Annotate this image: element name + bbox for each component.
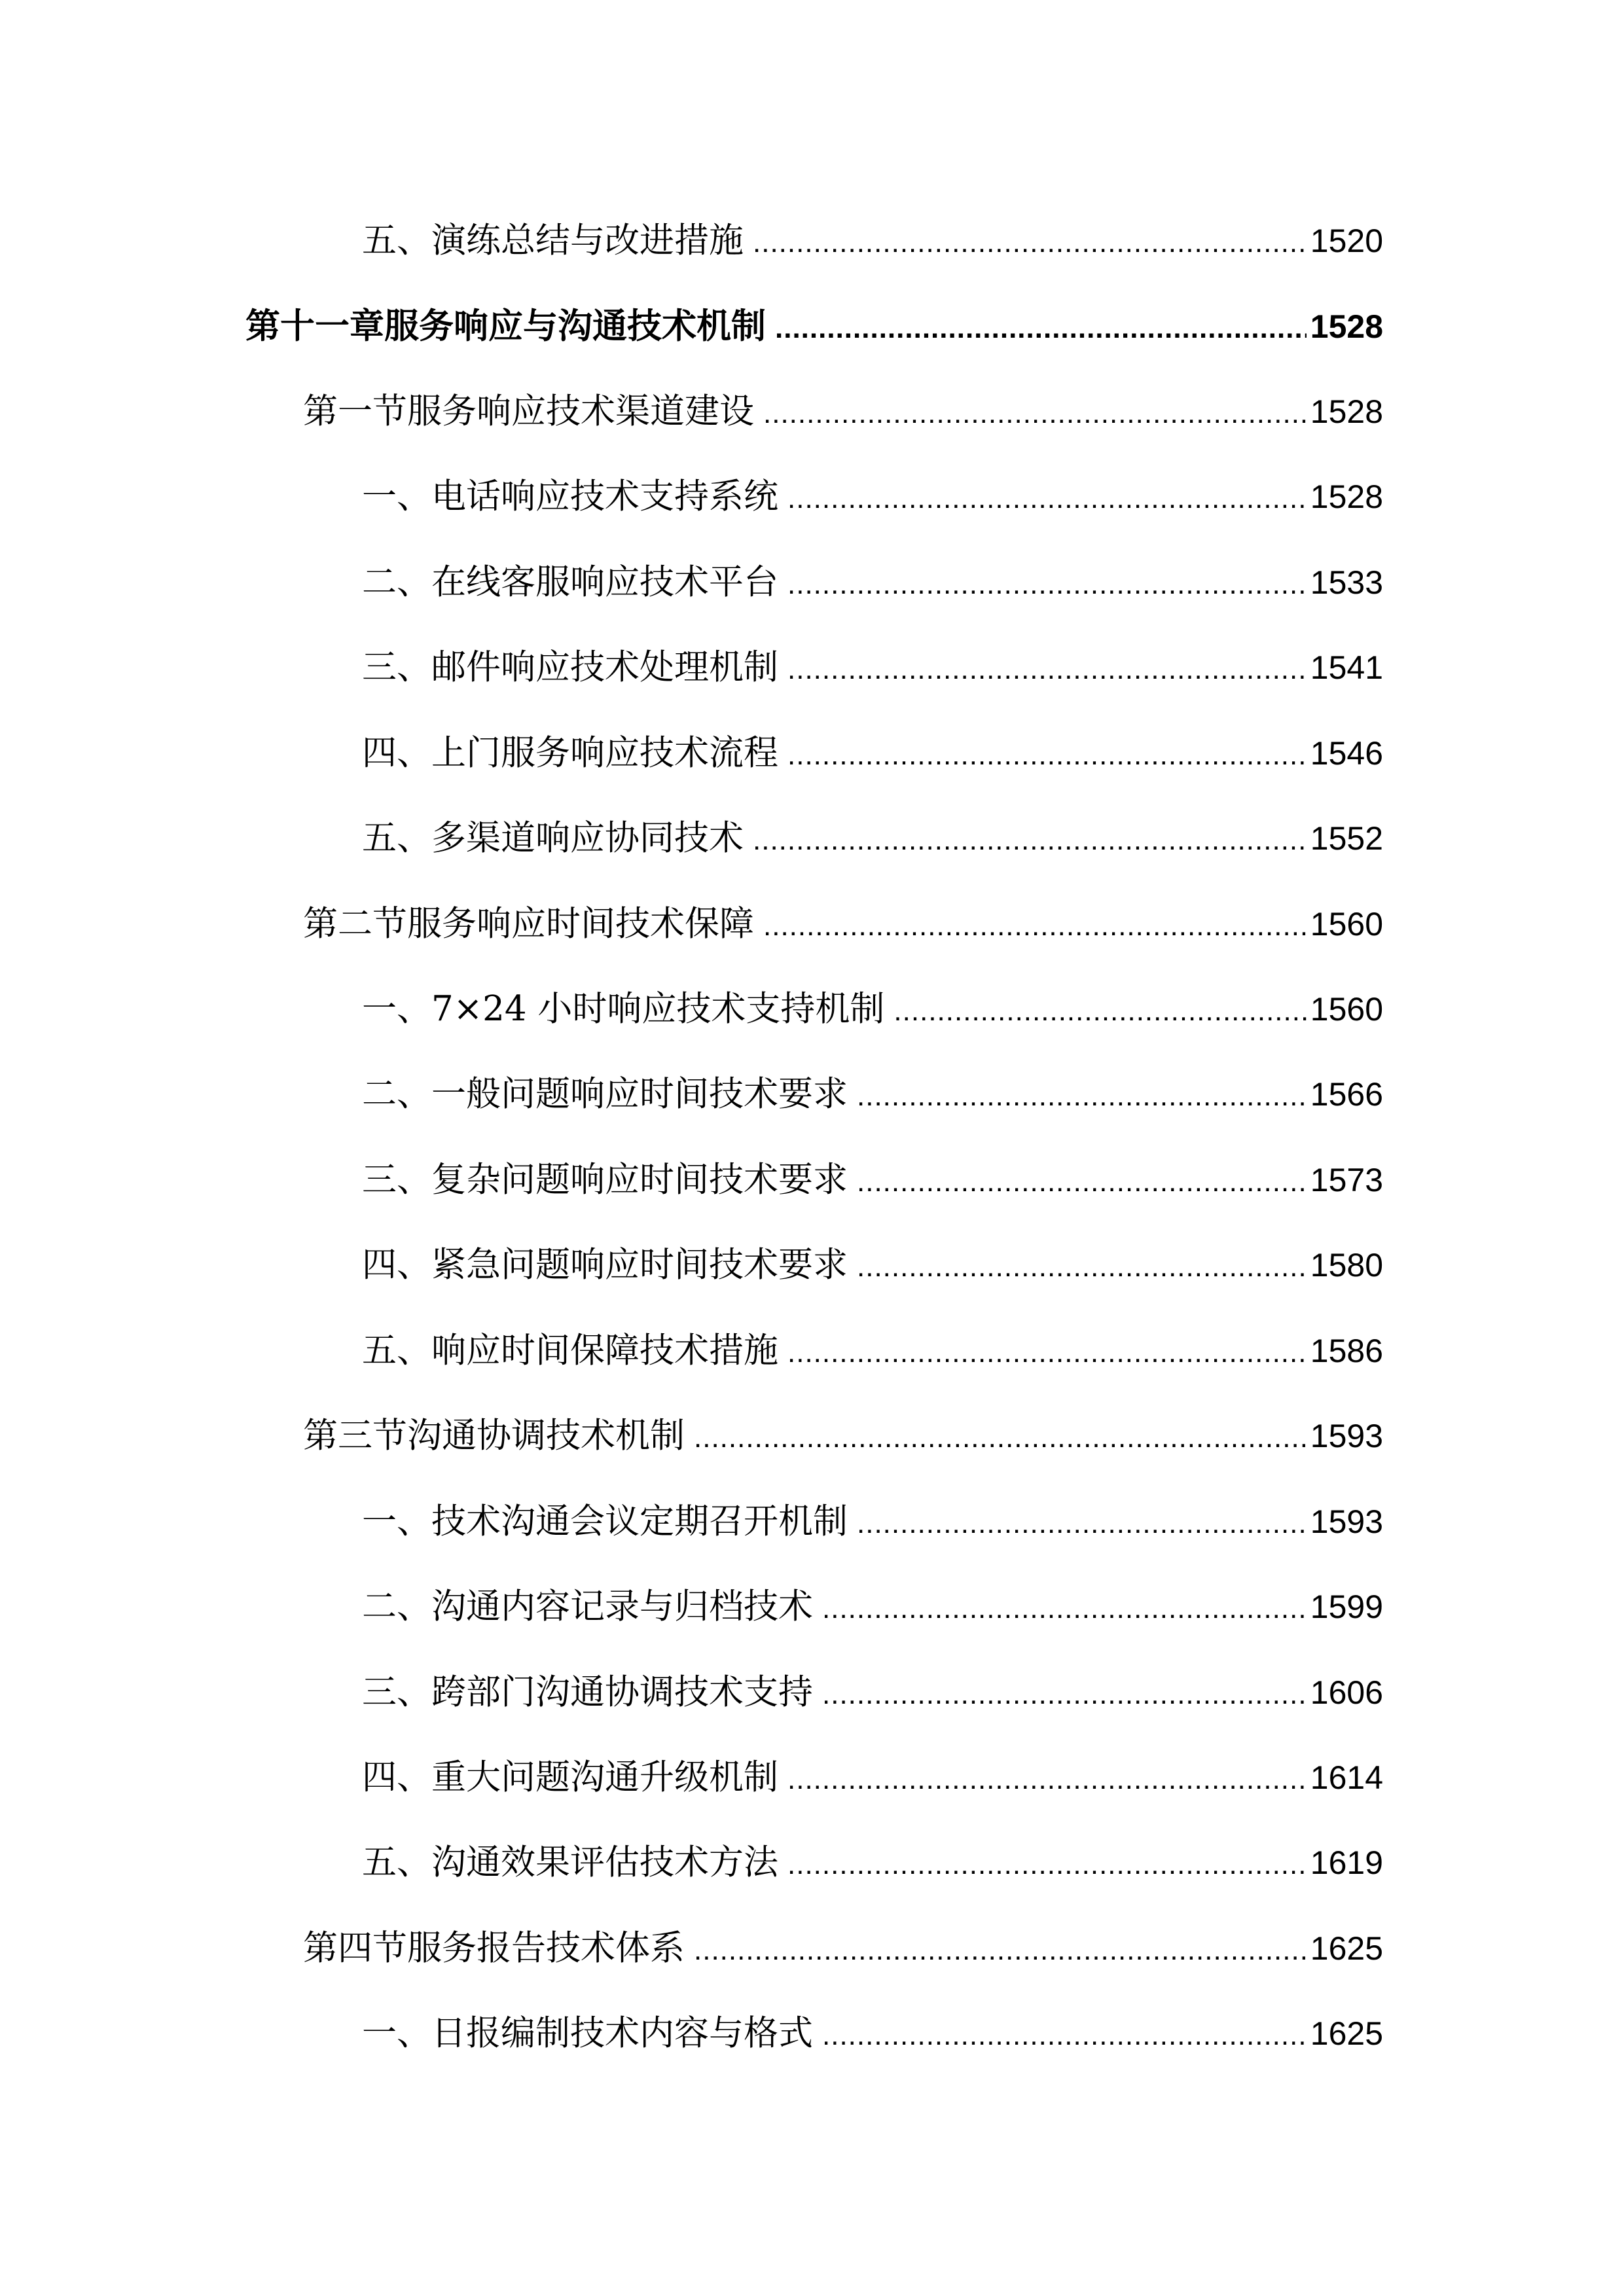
toc-entry[interactable] [362, 1742, 1383, 1814]
toc-entry-label: 四、上门服务响应技术流程 [362, 733, 778, 773]
toc-entry[interactable] [362, 205, 1383, 277]
toc-entry-label: 第三节沟通协调技术机制 [303, 1416, 685, 1456]
toc-entry-label: 二、一般问题响应时间技术要求 [362, 1074, 848, 1114]
toc-entry-label: 第四节服务报告技术体系 [303, 1928, 685, 1968]
toc-entry-label: 五、沟通效果评估技术方法 [362, 1842, 778, 1882]
toc-entry[interactable] [362, 1486, 1383, 1558]
toc-entry-label: 三、跨部门沟通协调技术支持 [362, 1672, 813, 1712]
dot-leader [787, 1829, 1307, 1901]
toc-entry[interactable] [362, 1827, 1383, 1899]
dot-leader [787, 1317, 1307, 1389]
toc-entry-page: 1625 [1310, 1930, 1383, 1967]
toc-entry-page: 1528 [1310, 308, 1383, 345]
dot-leader [857, 1488, 1307, 1560]
toc-entry[interactable] [362, 1315, 1383, 1387]
toc-entry[interactable] [362, 1144, 1383, 1216]
dot-leader [787, 634, 1307, 706]
dot-leader [787, 1744, 1307, 1816]
dot-leader [822, 1573, 1307, 1645]
toc-entry-page: 1619 [1310, 1844, 1383, 1881]
toc-entry-label: 五、演练总结与改进措施 [362, 221, 744, 260]
toc-entry-label: 二、在线客服响应技术平台 [362, 562, 778, 602]
toc-entry[interactable] [362, 973, 1383, 1045]
toc-entry[interactable] [362, 1058, 1383, 1130]
toc-entry-page: 1625 [1310, 2015, 1383, 2052]
dot-leader [775, 293, 1307, 365]
toc-entry-page: 1560 [1310, 991, 1383, 1028]
toc-entry-page: 1541 [1310, 649, 1383, 686]
toc-entry-label: 一、7×24 小时响应技术支持机制 [362, 989, 885, 1029]
toc-entry-section[interactable] [303, 376, 1383, 448]
toc-entry-page: 1560 [1310, 906, 1383, 942]
toc-entry-label: 五、多渠道响应协同技术 [362, 818, 744, 858]
toc-entry[interactable] [362, 802, 1383, 874]
toc-entry-page: 1580 [1310, 1247, 1383, 1283]
toc-entry[interactable] [362, 1657, 1383, 1729]
dot-leader [822, 2000, 1307, 2072]
dot-leader [787, 463, 1307, 535]
toc-entry-label: 一、日报编制技术内容与格式 [362, 2013, 813, 2053]
dot-leader [753, 207, 1307, 279]
toc-entry-page: 1533 [1310, 564, 1383, 601]
toc-entry[interactable] [362, 1998, 1383, 2070]
toc-entry-label: 一、电话响应技术支持系统 [362, 476, 778, 516]
dot-leader [694, 1402, 1307, 1474]
toc-entry-page: 1520 [1310, 223, 1383, 259]
toc-entry-label: 第一节服务响应技术渠道建设 [303, 391, 754, 431]
toc-entry-label: 一、技术沟通会议定期召开机制 [362, 1501, 848, 1541]
dot-leader [893, 975, 1306, 1047]
dot-leader [857, 1231, 1307, 1303]
toc-entry-page: 1573 [1310, 1162, 1383, 1198]
toc-entry[interactable] [362, 1571, 1383, 1643]
toc-entry-label: 三、邮件响应技术处理机制 [362, 647, 778, 687]
toc-entry-label: 第二节服务响应时间技术保障 [303, 904, 754, 944]
toc-entry-label: 二、沟通内容记录与归档技术 [362, 1587, 813, 1626]
dot-leader [857, 1146, 1307, 1218]
dot-leader [763, 890, 1307, 962]
dot-leader [787, 719, 1307, 791]
toc-entry-page: 1606 [1310, 1674, 1383, 1711]
toc-entry-label: 第十一章服务响应与沟通技术机制 [245, 306, 766, 346]
toc-entry-page: 1614 [1310, 1759, 1383, 1796]
toc-entry-section[interactable] [303, 888, 1383, 960]
toc-entry-page: 1528 [1310, 478, 1383, 515]
dot-leader [857, 1060, 1307, 1132]
toc-entry-section[interactable] [303, 1912, 1383, 1984]
toc-entry-section[interactable] [303, 1400, 1383, 1472]
toc-entry[interactable] [362, 461, 1383, 533]
toc-entry-label: 五、响应时间保障技术措施 [362, 1331, 778, 1371]
dot-leader [787, 548, 1307, 620]
toc-entry-chapter[interactable] [245, 290, 1383, 362]
dot-leader [822, 1659, 1307, 1731]
toc-entry-page: 1552 [1310, 820, 1383, 857]
dot-leader [694, 1914, 1307, 1986]
toc-entry-page: 1546 [1310, 735, 1383, 772]
toc-entry-label: 三、复杂问题响应时间技术要求 [362, 1160, 848, 1200]
toc-entry-page: 1599 [1310, 1588, 1383, 1625]
toc-entry-label: 四、重大问题沟通升级机制 [362, 1757, 778, 1797]
toc-entry[interactable] [362, 547, 1383, 619]
toc-entry[interactable] [362, 632, 1383, 704]
toc-entry[interactable] [362, 717, 1383, 789]
toc-entry[interactable] [362, 1229, 1383, 1301]
toc-entry-label: 四、紧急问题响应时间技术要求 [362, 1245, 848, 1285]
dot-leader [763, 378, 1307, 450]
toc-entry-page: 1586 [1310, 1333, 1383, 1369]
toc-entry-page: 1566 [1310, 1076, 1383, 1113]
toc-entry-page: 1593 [1310, 1503, 1383, 1540]
dot-leader [753, 804, 1307, 876]
toc-entry-page: 1528 [1310, 393, 1383, 430]
toc-entry-page: 1593 [1310, 1418, 1383, 1454]
